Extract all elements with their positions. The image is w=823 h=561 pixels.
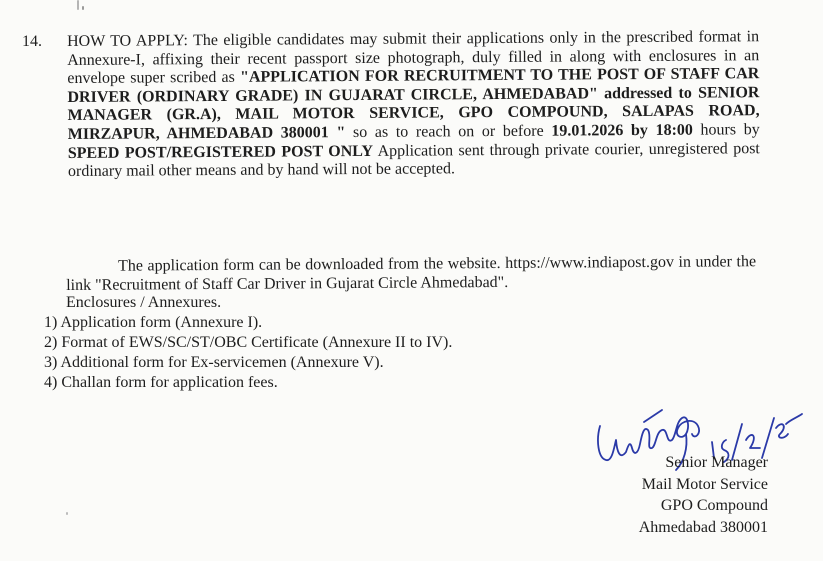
download-paragraph: The application form can be downloaded from the website. https://www.indiapost.gov in under the link "Recruitment of Staff Car Driver in Gujarat Circle Ahmedabad".	[66, 253, 757, 294]
enclosure-item: 2) Format of EWS/SC/ST/OBC Certificate (Annexure II to IV).	[44, 334, 453, 351]
signatory-city: Ahmedabad 380001	[638, 518, 768, 536]
enclosure-list	[44, 313, 452, 393]
signature-block	[590, 400, 810, 550]
how-to-apply-text: HOW TO APPLY: The eligible candidates may submit their applications only in the prescribed format in Annexure-I, affixing their recent passport size photograph, duly filled in along with enclosures in an envelope super scribed as	[67, 28, 760, 88]
how-to-apply-text: Application sent through private courier, unregistered post ordinary mail other means and by hand will not be accepted.	[67, 139, 760, 181]
scan-speck	[77, 0, 79, 10]
enclosure-item: 4) Challan form for application fees.	[44, 374, 278, 391]
signatory-address: GPO Compound	[660, 497, 768, 514]
signatory-title: Senior Manager	[665, 454, 768, 471]
scan-speck	[82, 6, 84, 10]
enclosures-heading: Enclosures / Annexures.	[66, 294, 222, 311]
how-to-apply-text: hours by	[692, 121, 760, 139]
signatory-office: Mail Motor Service	[641, 475, 768, 493]
how-to-apply-text: so as to reach on or before	[345, 122, 552, 142]
how-to-apply-paragraph	[67, 28, 760, 182]
enclosure-item: 1) Application form (Annexure I).	[44, 314, 263, 331]
deadline-time: 18:00	[655, 121, 693, 139]
section-number: 14.	[22, 33, 42, 50]
postal-mode: SPEED POST/REGISTERED POST ONLY	[67, 142, 374, 162]
deadline-by: by	[630, 121, 648, 140]
scan-speck	[66, 512, 68, 515]
envelope-superscription: "APPLICATION FOR RECRUITMENT TO THE POST OF STAFF CAR DRIVER (ORDINARY GRADE) IN GUJARAT CIRCLE, AHMEDABAD" addressed to SENIOR MANAGER (GR.A), MAIL MOTOR SERVICE, GPO COMPOUND, SALAPAS ROAD, MIRZAPUR, AHMEDABAD 380001 "	[67, 65, 760, 143]
deadline-date: 19.01.2026	[551, 122, 624, 140]
signatory-designation	[608, 452, 768, 538]
enclosure-item: 3) Additional form for Ex-servicemen (Annexure V).	[44, 354, 384, 371]
